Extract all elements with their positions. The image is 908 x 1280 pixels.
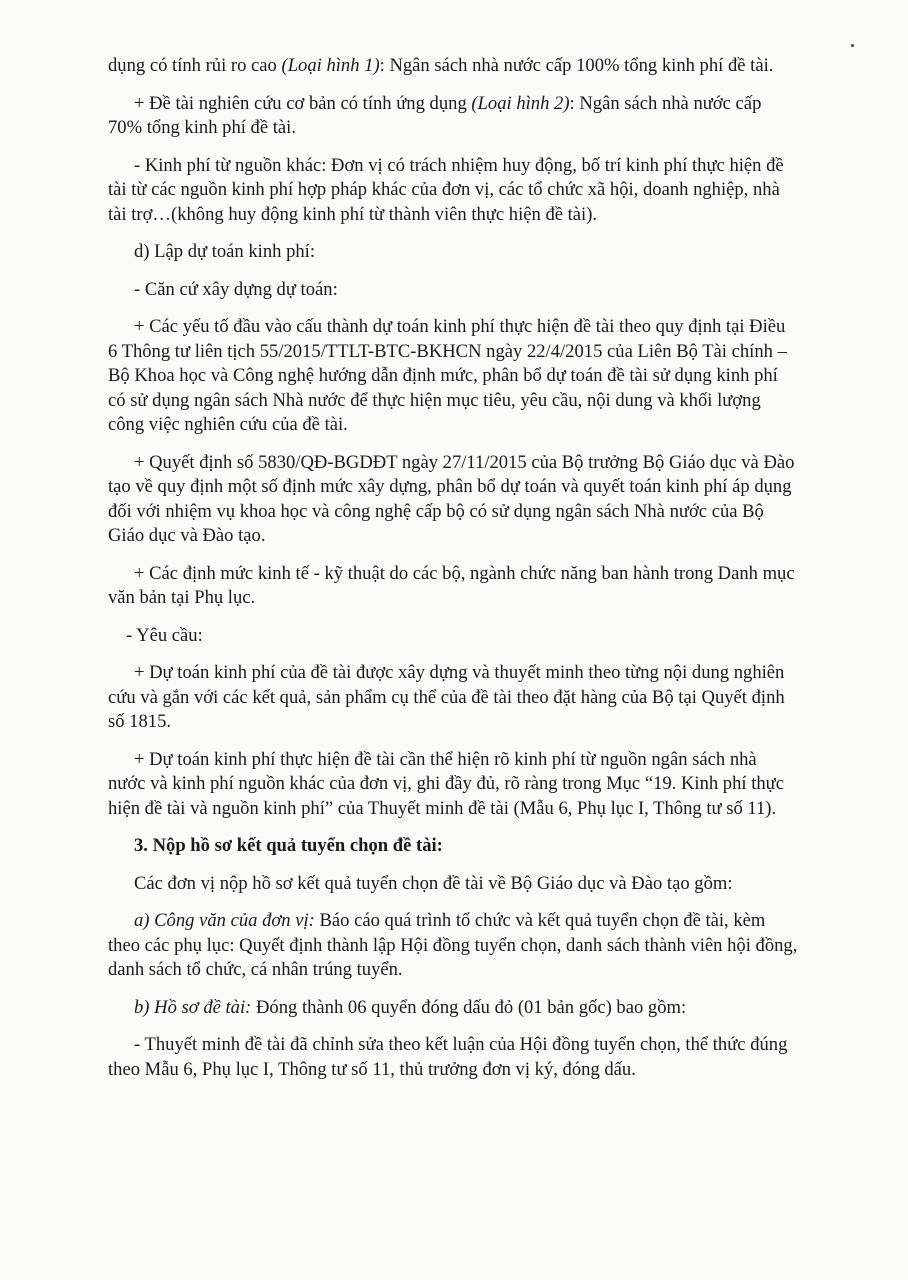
- paragraph-estimate-by-content: + Dự toán kinh phí của đề tài được xây dựng và thuyết minh theo từng nội dung nghiên cứu và gắn với các kết quả, sản phẩm cụ thể của đề tài theo đặt hàng của Bộ tại Quyết định số 1815.: [108, 662, 785, 732]
- paragraph-estimate-sources: + Dự toán kinh phí thực hiện đề tài cần thể hiện rõ kinh phí từ nguồn ngân sách nhà nước và kinh phí nguồn khác của đơn vị, ghi đầy đủ, rõ ràng trong Mục “19. Kinh phí thực hiện đề tài và nguồn kinh phí” của Thuyết minh đề tài (Mẫu 6, Phụ lục I, Thông tư số 11).: [108, 748, 785, 819]
- paragraph-project-dossier: b) Hồ sơ đề tài: Đóng thành 06 quyển đóng dấu đỏ (01 bản gốc) bao gồm:: [134, 996, 687, 1018]
- paragraph-estimate-basis: - Căn cứ xây dựng dự toán:: [134, 278, 338, 300]
- paragraph-funding-type-2: + Đề tài nghiên cứu cơ bản có tính ứng dụng (Loại hình 2): Ngân sách nhà nước cấp 70% tổng kinh phí đề tài.: [108, 92, 762, 138]
- paragraph-decision-5830: + Quyết định số 5830/QĐ-BGDĐT ngày 27/11/2015 của Bộ trưởng Bộ Giáo dục và Đào tạo về quy định một số định mức xây dựng, phân bổ dự toán và quyết toán kinh phí áp dụng đối với nhiệm vụ khoa học và công nghệ cấp bộ có sử dụng ngân sách Nhà nước của Bộ Giáo dục và Đào tạo.: [108, 451, 795, 546]
- heading-budget-estimate: d) Lập dự toán kinh phí:: [134, 241, 316, 262]
- paragraph-technical-norms: + Các định mức kinh tế - kỹ thuật do các bộ, ngành chức năng ban hành trong Danh mục văn bản tại Phụ lục.: [108, 562, 795, 608]
- paragraph-official-letter: a) Công văn của đơn vị: Báo cáo quá trình tổ chức và kết quả tuyển chọn đề tài, kèm theo các phụ lục: Quyết định thành lập Hội đồng tuyển chọn, danh sách thành viên hội đồng, danh sách tổ chức, cá nhân trúng tuyển.: [108, 910, 798, 980]
- paragraph-revised-proposal: - Thuyết minh đề tài đã chỉnh sửa theo kết luận của Hội đồng tuyển chọn, thể thức đúng theo Mẫu 6, Phụ lục I, Thông tư số 11, thủ trưởng đơn vị ký, đóng dấu.: [108, 1034, 788, 1080]
- section-heading-submission: 3. Nộp hồ sơ kết quả tuyển chọn đề tài:: [134, 835, 443, 856]
- scan-speck: [851, 44, 854, 47]
- paragraph-requirements: - Yêu cầu:: [126, 624, 203, 646]
- paragraph-submission-intro: Các đơn vị nộp hồ sơ kết quả tuyển chọn đề tài về Bộ Giáo dục và Đào tạo gồm:: [134, 872, 733, 894]
- paragraph-circular-55: + Các yếu tố đầu vào cấu thành dự toán kinh phí thực hiện đề tài theo quy định tại Điều 6 Thông tư liên tịch 55/2015/TTLT-BTC-BKHCN ngày 22/4/2015 của Liên Bộ Tài chính – Bộ Khoa học và Công nghệ hướng dẫn định mức, phân bổ dự toán đề tài sử dụng kinh phí có sử dụng ngân sách Nhà nước để thực hiện mục tiêu, yêu cầu, nội dung và khối lượng công việc nghiên cứu của đề tài.: [108, 316, 787, 435]
- paragraph-other-funding: - Kinh phí từ nguồn khác: Đơn vị có trách nhiệm huy động, bố trí kinh phí thực hiện đề tài từ các nguồn kinh phí hợp pháp khác của đơn vị, các tổ chức xã hội, doanh nghiệp, nhà tài trợ…(không huy động kinh phí từ thành viên thực hiện đề tài).: [108, 154, 784, 225]
- paragraph-funding-type-1: dụng có tính rủi ro cao (Loại hình 1): Ngân sách nhà nước cấp 100% tổng kinh phí đề tài.: [108, 55, 774, 76]
- document-body: [108, 54, 798, 1095]
